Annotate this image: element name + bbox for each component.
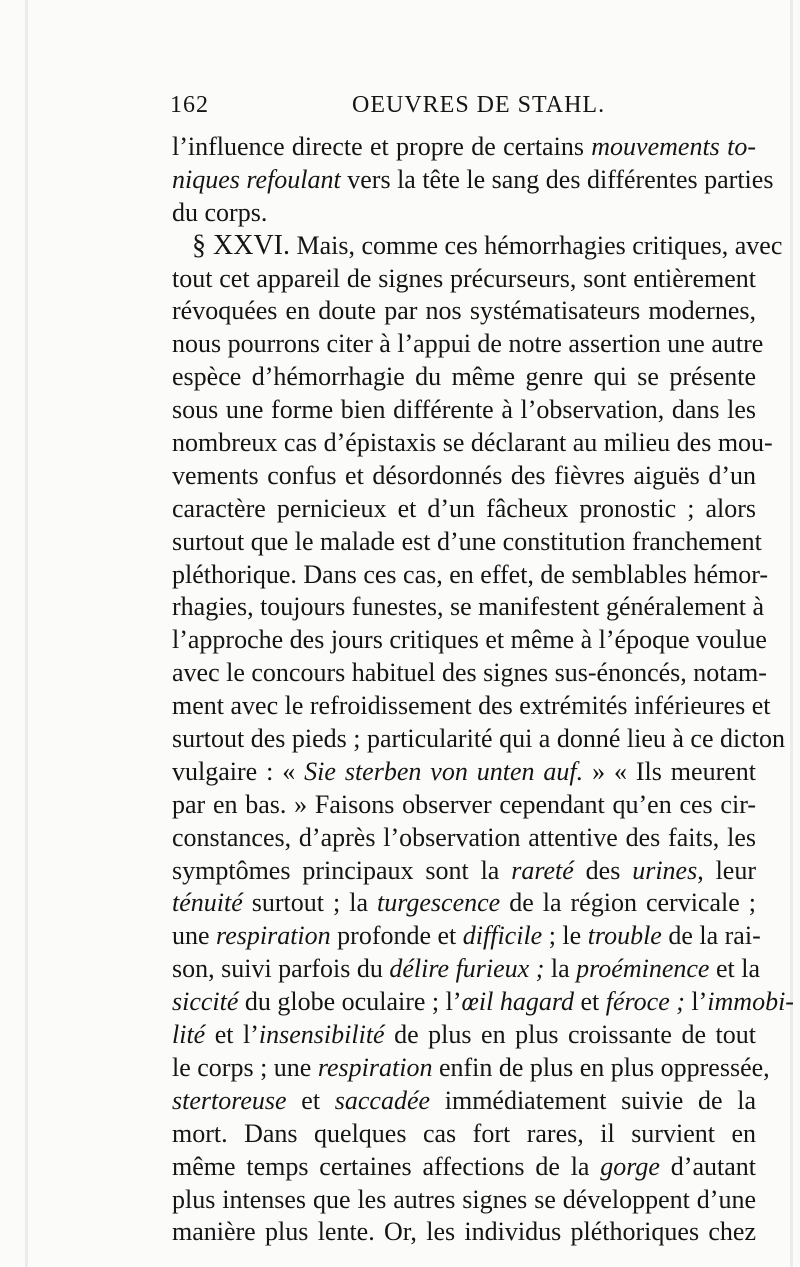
text-run: du corps. [172, 197, 268, 227]
text-run: du globe oculaire ; l’ [238, 987, 462, 1017]
text-line [172, 164, 774, 197]
text-line [172, 953, 760, 986]
text-line [172, 723, 785, 756]
italic-text: délire furieux ; [389, 954, 545, 984]
italic-text: insensibilité [258, 1020, 385, 1050]
page-header [170, 92, 778, 132]
page-edge-shadow [790, 0, 793, 1267]
text-run: rhagies, toujours funestes, se manifestent généralement à [172, 592, 765, 622]
text-run: et [573, 987, 606, 1017]
italic-text: mouvements to- [591, 132, 756, 161]
text-line [172, 1052, 770, 1085]
text-line [172, 295, 756, 328]
text-line [172, 1184, 756, 1217]
text-run: son, suivi parfois du [172, 954, 390, 984]
text-line [172, 493, 756, 526]
text-run: vements confus et désordonnés des fièvres aiguës d’un [172, 460, 756, 490]
text-line [172, 690, 771, 723]
text-line [172, 197, 756, 230]
text-run: Mais, comme ces hémorrhagies critiques, avec [290, 230, 783, 260]
text-line [172, 1085, 756, 1118]
running-head: OEUVRES DE STAHL. [352, 92, 606, 118]
text-run: surtout ; la [242, 888, 377, 918]
text-line [172, 1151, 756, 1184]
text-line [172, 131, 756, 164]
text-run: symptômes principaux sont la [172, 855, 512, 885]
text-run: , leur [697, 855, 756, 885]
text-run: la [544, 954, 577, 984]
italic-text: gorge [600, 1151, 660, 1181]
text-run: sous une forme bien différente à l’observation, dans les [172, 395, 756, 425]
text-run: l’influence directe et propre de certains [172, 132, 592, 161]
text-run: des [573, 855, 633, 885]
text-run: vers la tête le sang des différentes parties [340, 164, 774, 194]
text-line [172, 789, 756, 822]
text-run: par en bas. » Faisons observer cependant qu’en ces cir- [172, 789, 756, 819]
text-run: § XXVI. [192, 229, 290, 261]
text-run: ment avec le refroidissement des extrémités inférieures et [172, 691, 771, 721]
text-run: immédiatement suivie de la [430, 1085, 757, 1115]
text-line [172, 427, 773, 460]
text-run: profonde et [330, 921, 463, 951]
text-run: nous pourrons citer à l’appui de notre assertion une autre [172, 329, 764, 359]
italic-text: siccité [172, 987, 239, 1017]
italic-text: niques refoulant [172, 164, 341, 194]
italic-text: turgescence [377, 888, 501, 918]
text-run: l’ [684, 987, 708, 1017]
text-run: de plus en plus croissante de tout [384, 1020, 756, 1050]
text-run: une [172, 921, 217, 951]
text-run: surtout que le malade est d’une constitution franchement [172, 526, 762, 556]
italic-text: rareté [511, 855, 574, 885]
italic-text: urines [632, 855, 698, 885]
text-line [172, 1118, 756, 1151]
text-run: le corps ; une [172, 1052, 318, 1082]
italic-text: stertoreuse [172, 1085, 287, 1115]
text-line [172, 657, 767, 690]
text-run: caractère pernicieux et d’un fâcheux pronostic ; alors [172, 493, 756, 523]
text-line [172, 263, 756, 296]
text-run: ; le [542, 921, 588, 951]
italic-text: lité [172, 1020, 206, 1050]
text-run: et la [709, 954, 760, 984]
text-run: tout cet appareil de signes précurseurs, sont entièrement [172, 263, 756, 293]
text-run: et l’ [205, 1020, 259, 1050]
text-line [172, 822, 756, 855]
text-line [172, 887, 756, 920]
italic-text: difficile [462, 921, 543, 951]
text-line [172, 229, 783, 263]
text-line [172, 328, 764, 361]
text-run: révoquées en doute par nos systématisateurs modernes, [172, 296, 756, 326]
text-line [172, 1216, 756, 1249]
text-run: mort. Dans quelques cas fort rares, il survient en [172, 1118, 756, 1148]
text-run: » « Ils meurent [583, 756, 756, 786]
text-line [172, 591, 765, 624]
text-run: constances, d’après l’observation attentive des faits, les [172, 822, 756, 852]
text-run: pléthorique. Dans ces cas, en effet, de semblables hémor- [172, 559, 769, 589]
italic-text: proéminence [576, 954, 710, 984]
text-run: manière plus lente. Or, les individus pléthoriques chez [172, 1217, 756, 1247]
italic-text: trouble [587, 921, 662, 951]
italic-text: ténuité [172, 888, 243, 918]
text-run: vulgaire : « [172, 756, 305, 786]
text-run: et [286, 1085, 335, 1115]
text-run: surtout des pieds ; particularité qui a donné lieu à ce dicton [172, 724, 785, 754]
text-run: enfin de plus en plus oppressée, [432, 1052, 770, 1082]
text-line [172, 624, 767, 657]
text-line [172, 394, 756, 427]
italic-text: respiration [317, 1052, 433, 1082]
body-text [172, 131, 794, 1249]
text-run: nombreux cas d’épistaxis se déclarant au milieu des mou- [172, 428, 773, 458]
text-run: avec le concours habituel des signes sus-énoncés, notam- [172, 658, 767, 688]
text-run: plus intenses que les autres signes se développent d’une [172, 1184, 756, 1214]
text-line [172, 361, 756, 394]
text-line [172, 756, 756, 789]
page-number: 162 [170, 92, 209, 118]
text-run: de la région cervicale ; [500, 888, 756, 918]
italic-text: féroce ; [605, 987, 685, 1017]
text-run: espèce d’hémorrhagie du même genre qui se présente [172, 362, 756, 392]
page-edge-shadow [25, 0, 28, 1267]
text-line [172, 460, 756, 493]
text-run: même temps certaines affections de la [172, 1151, 601, 1181]
text-line [172, 986, 794, 1019]
text-line [172, 1019, 756, 1052]
italic-text: respiration [216, 921, 331, 951]
text-run: d’autant [659, 1151, 756, 1181]
text-line [172, 526, 762, 559]
italic-text: immobi- [707, 987, 794, 1017]
text-run: de la rai- [661, 921, 761, 951]
text-line [172, 855, 756, 888]
text-line [172, 920, 761, 953]
text-line [172, 559, 769, 592]
italic-text: œil hagard [461, 987, 574, 1017]
text-run: l’approche des jours critiques et même à l’époque voulue [172, 625, 767, 655]
italic-text: saccadée [334, 1085, 431, 1115]
italic-text: Sie sterben von unten auf. [304, 756, 584, 786]
